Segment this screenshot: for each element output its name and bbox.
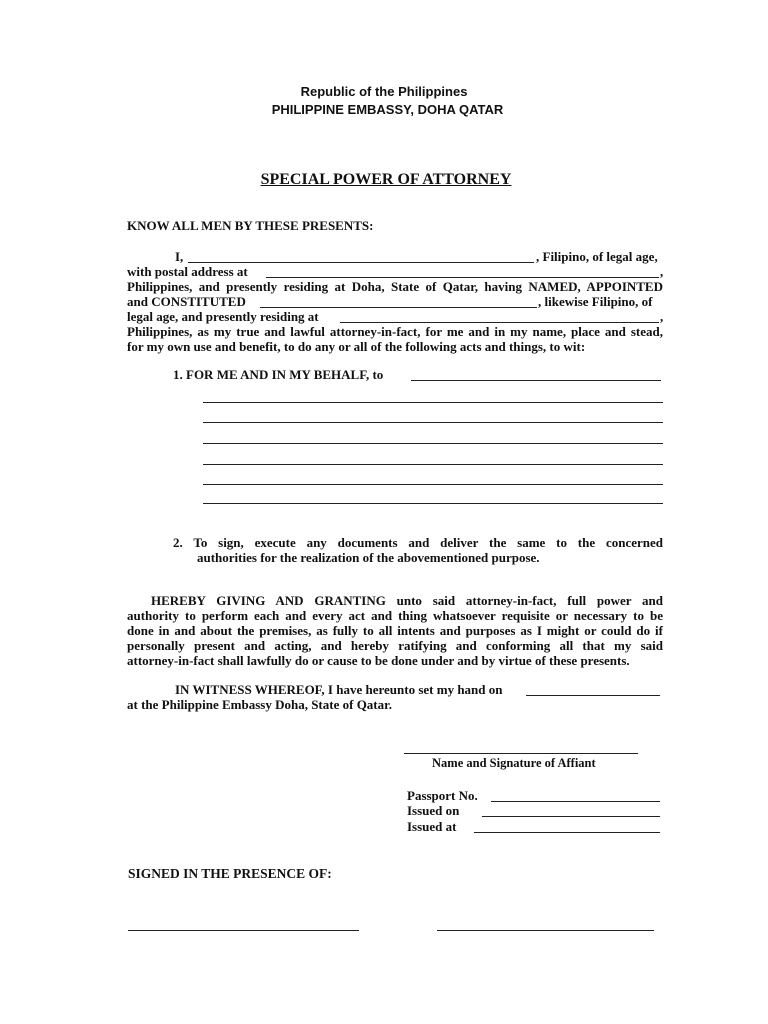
affiant-caption: Name and Signature of Affiant <box>432 756 596 770</box>
issued-on-field[interactable] <box>482 816 660 817</box>
affiant-signature-line[interactable] <box>404 753 638 754</box>
para1-line6: Philippines, as my true and lawful attorney-in-fact, for me and in my name, place and stead, <box>127 324 663 339</box>
para1-likewise: , likewise Filipino, of <box>538 294 653 309</box>
para2-line5: attorney-in-fact shall lawfully do or cause to be done under and by virtue of these presents. <box>127 653 630 668</box>
para2-line1: HEREBY GIVING AND GRANTING unto said attorney-in-fact, full power and <box>151 593 663 608</box>
witness2-signature-line[interactable] <box>437 930 654 931</box>
para2-line3: done in and about the premises, as fully to all intents and purposes as I might or could do if <box>127 623 663 638</box>
item2-line1: 2. To sign, execute any documents and deliver the same to the concerned <box>173 535 663 550</box>
item1-blank-line[interactable] <box>203 443 663 444</box>
issued-on-label: Issued on <box>407 803 460 818</box>
para1-legal-age: legal age, and presently residing at <box>127 309 319 324</box>
attorney-name-field[interactable] <box>260 307 537 308</box>
para1-constituted: and CONSTITUTED <box>127 294 246 309</box>
know-all-heading: KNOW ALL MEN BY THESE PRESENTS: <box>127 218 374 233</box>
header-republic: Republic of the Philippines <box>300 84 468 99</box>
item1-field[interactable] <box>411 380 661 381</box>
item2-line2: authorities for the realization of the abovementioned purpose. <box>197 550 540 565</box>
item1-blank-line[interactable] <box>203 402 663 403</box>
para1-filipino: , Filipino, of legal age, <box>536 249 658 264</box>
header-embassy: PHILIPPINE EMBASSY, DOHA QATAR <box>271 102 504 117</box>
name-field[interactable] <box>188 262 534 263</box>
para1-i: I, <box>175 249 184 264</box>
para1-comma2: , <box>660 309 664 324</box>
witness-line1: IN WITNESS WHEREOF, I have hereunto set my hand on <box>175 682 503 697</box>
attorney-residence-field[interactable] <box>340 322 659 323</box>
para1-line3: Philippines, and presently residing at Doha, State of Qatar, having NAMED, APPOINTED <box>127 279 663 294</box>
issued-at-field[interactable] <box>474 832 660 833</box>
issued-at-label: Issued at <box>407 819 457 834</box>
item1-blank-line[interactable] <box>203 503 663 504</box>
item1-text: 1. FOR ME AND IN MY BEHALF, to <box>173 367 384 382</box>
para2-line4: personally present and acting, and hereby ratifying and conforming all that my said <box>127 638 663 653</box>
witness1-signature-line[interactable] <box>128 930 359 931</box>
para1-comma1: , <box>660 264 664 279</box>
witness-line2: at the Philippine Embassy Doha, State of Qatar. <box>127 697 392 712</box>
presence-heading: SIGNED IN THE PRESENCE OF: <box>128 866 332 881</box>
witness-date-field[interactable] <box>526 695 660 696</box>
item1-blank-line[interactable] <box>203 422 663 423</box>
para1-line7: for my own use and benefit, to do any or all of the following acts and things, to wit: <box>127 339 586 354</box>
para1-postal: with postal address at <box>127 264 248 279</box>
passport-label: Passport No. <box>407 788 478 803</box>
passport-field[interactable] <box>491 801 660 802</box>
item1-blank-line[interactable] <box>203 484 663 485</box>
postal-address-field[interactable] <box>266 277 659 278</box>
para2-line2: authority to perform each and every act and thing whatsoever requisite or necessary to be <box>127 608 663 623</box>
item1-blank-line[interactable] <box>203 464 663 465</box>
document-title: SPECIAL POWER OF ATTORNEY <box>260 171 512 188</box>
